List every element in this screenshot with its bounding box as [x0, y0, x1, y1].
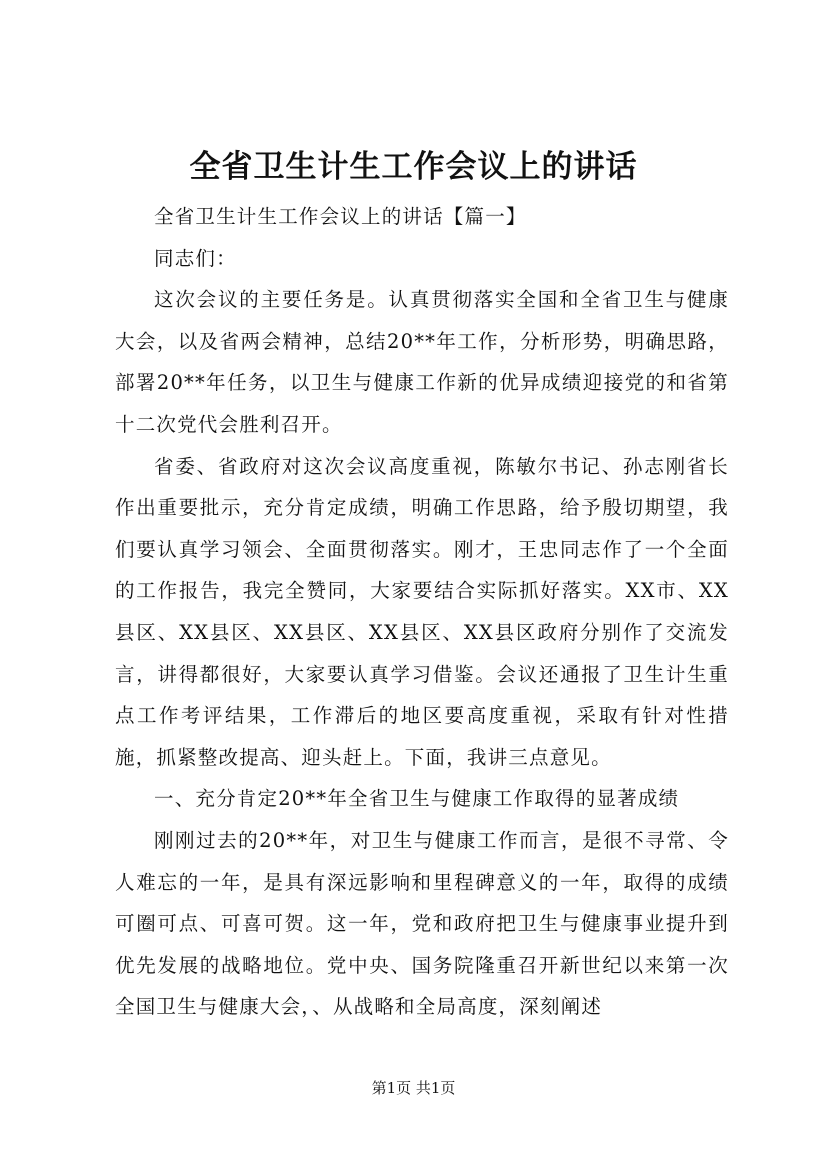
paragraph: 刚刚过去的20**年，对卫生与健康工作而言，是很不寻常、令人难忘的一年，是具有深远影响和里程碑意义的一年，取得的成绩可圈可点、可喜可贺。这一年，党和政府把卫生与健康事业提升到优先发展的战略地位。党中央、国务院隆重召开新世纪以来第一次全国卫生与健康大会，、从战略和全局高度，深刻阐述: [115, 828, 729, 1019]
paragraph: 省委、省政府对这次会议高度重视，陈敏尔书记、孙志刚省长作出重要批示，充分肯定成绩，明确工作思路，给予殷切期望，我们要认真学习领会、全面贯彻落实。刚才，王忠同志作了一个全面的工作报告，我完全赞同，大家要结合实际抓好落实。XX市、XX县区、XX县区、XX县区、XX县区、XX县区政府分别作了交流发言，讲得都很好，大家要认真学习借鉴。会议还通报了卫生计生重点工作考评结果，工作滞后的地区要高度重视，采取有针对性措施，抓紧整改提高、迎头赶上。下面，我讲三点意见。: [115, 454, 729, 769]
section-heading: 一、充分肯定20**年全省卫生与健康工作取得的显著成绩: [154, 787, 680, 811]
subtitle-line: 全省卫生计生工作会议上的讲话【篇一】: [154, 205, 527, 228]
document-body: [115, 196, 729, 1028]
paragraph: 这次会议的主要任务是。认真贯彻落实全国和全省卫生与健康大会，以及省两会精神，总结20**年工作，分析形势，明确思路，部署20**年任务，以卫生与健康工作新的优异成绩迎接党的和省第十二次党代会胜利召开。: [115, 288, 729, 436]
salutation-line: 同志们：: [154, 246, 237, 270]
document-title: 全省卫生计生工作会议上的讲话: [189, 149, 638, 185]
page-number: 第1页 共1页: [371, 1079, 456, 1097]
